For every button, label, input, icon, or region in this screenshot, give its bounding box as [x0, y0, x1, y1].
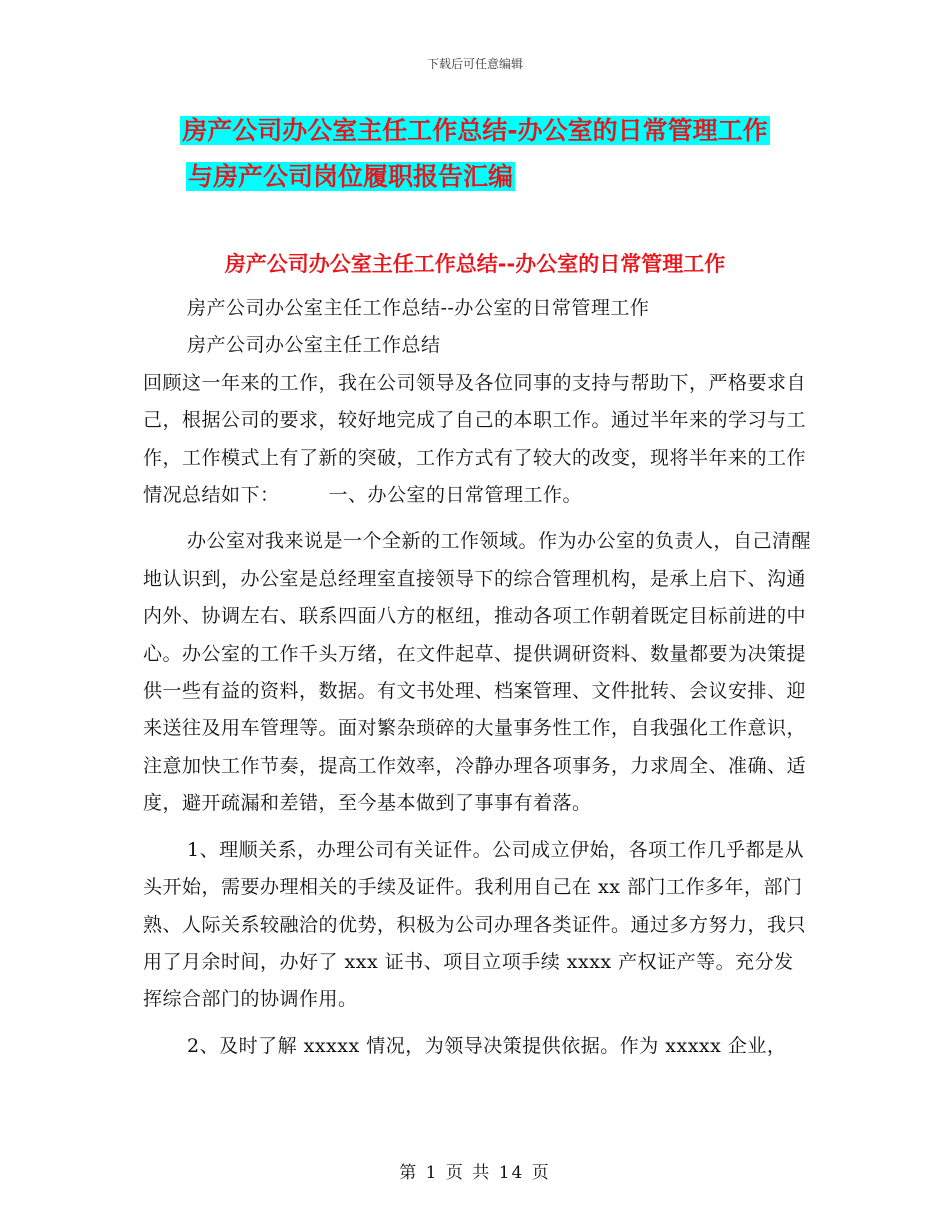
paragraph-6: 2、及时了解 xxxxx 情况，为领导决策提供依据。作为 xxxxx 企业， [187, 1034, 787, 1057]
section-title: 房产公司办公室主任工作总结--办公室的日常管理工作 [224, 252, 726, 276]
header-note: 下载后可任意编辑 [426, 57, 523, 71]
main-title [0, 108, 950, 200]
paragraph-2: 房产公司办公室主任工作总结 [187, 334, 441, 357]
paragraph-5: 1、理顺关系，办理公司有关证件。公司成立伊始，各项工作几乎都是从头开始，需要办理相关的手续及证件。我利用自己在 xx 部门工作多年，部门熟、人际关系较融洽的优势，积极为公司办理各类证件。通过多方努力，我只用了月余时间，办好了 xxx 证书、项目立项手续 xxxx 产权证产等。充分发挥综合部门的协调作用。 [143, 838, 807, 1011]
paragraph-1: 房产公司办公室主任工作总结--办公室的日常管理工作 [187, 297, 650, 319]
page-footer: 第 1 页 共 14 页 [399, 1163, 551, 1183]
paragraph-3: 回顾这一年来的工作，我在公司领导及各位同事的支持与帮助下，严格要求自己，根据公司的要求，较好地完成了自己的本职工作。通过半年来的学习与工作，工作模式上有了新的突破，工作方式有了较大的改变，现将半年来的工作情况总结如下： 一、办公室的日常管理工作。 [143, 371, 807, 507]
main-title-line2: 与房产公司岗位履职报告汇编 [188, 162, 514, 191]
paragraph-4: 办公室对我来说是一个全新的工作领域。作为办公室的负责人，自己清醒地认识到，办公室是总经理室直接领导下的综合管理机构，是承上启下、沟通内外、协调左右、联系四面八方的枢纽，推动各项工作朝着既定目标前进的中心。办公室的工作千头万绪，在文件起草、提供调研资料、数量都要为决策提供一些有益的资料，数据。有文书处理、档案管理、文件批转、会议安排、迎来送往及用车管理等。面对繁杂琐碎的大量事务性工作，自我强化工作意识，注意加快工作节奏，提高工作效率，冷静办理各项事务，力求周全、准确、适度，避开疏漏和差错，至今基本做到了事事有着落。 [143, 530, 812, 815]
document-body [143, 290, 813, 1065]
main-title-line1: 房产公司办公室主任工作总结-办公室的日常管理工作 [182, 116, 768, 145]
